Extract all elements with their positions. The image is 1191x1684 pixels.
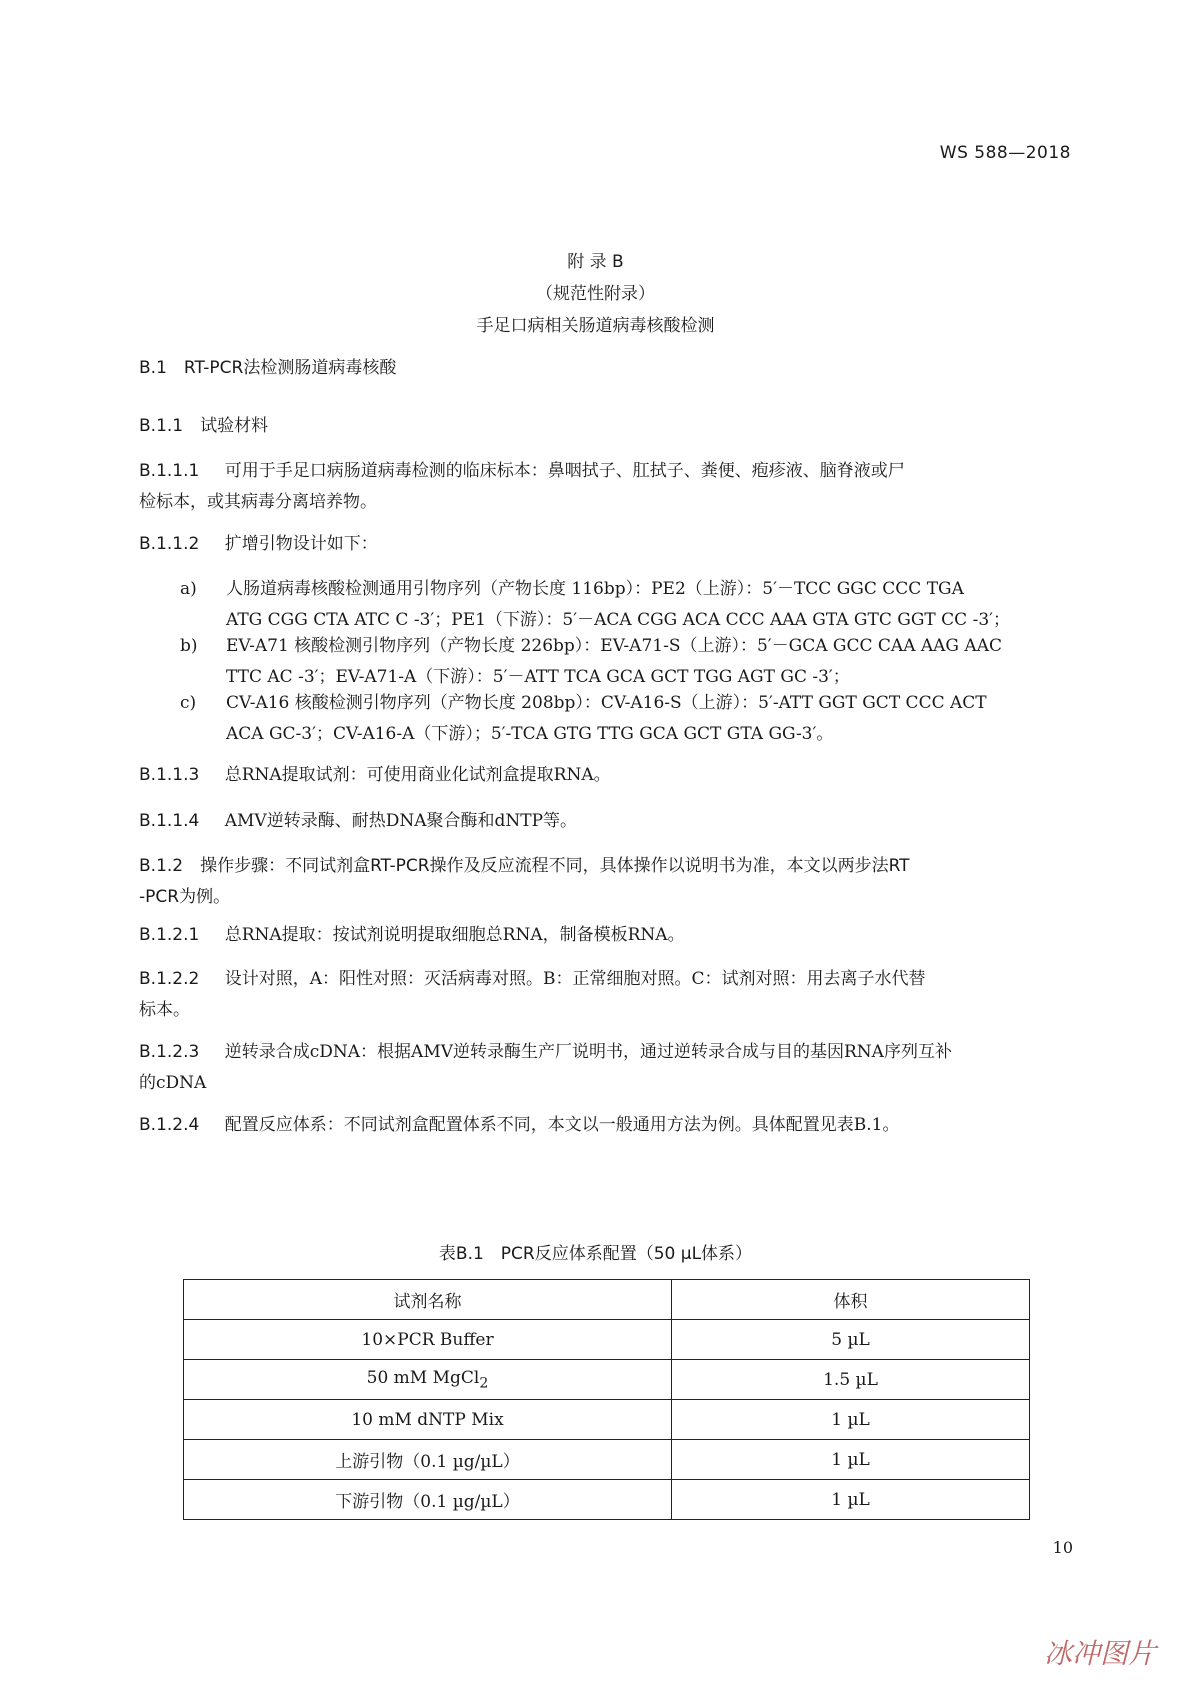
para-number: B.1.2.1 (139, 925, 200, 945)
volume-cell: 1 µL (672, 1480, 1030, 1520)
subscript: 2 (479, 1375, 489, 1392)
para-b122 (139, 964, 1077, 1026)
para-number: B.1.2.2 (139, 969, 200, 989)
header-reagent: 试剂名称 (184, 1280, 672, 1320)
item-label-b: b) (180, 636, 198, 656)
item-line: ACA GC-3′；CV-A16-A（下游）；5′-TCA GTG TTG GCA GCT GTA GG-3′。 (226, 724, 834, 744)
table-row (184, 1360, 1030, 1400)
table-row (184, 1480, 1030, 1520)
table-header-row (184, 1280, 1030, 1320)
para-number: B.1.1.2 (139, 534, 200, 554)
para-text-cont: 检标本，或其病毒分离培养物。 (139, 492, 377, 512)
item-line: ATG CGG CTA ATC C -3′；PE1（下游）：5′－ACA CGG ACA CCC AAA GTA GTC GGT CC -3′； (226, 610, 1011, 630)
para-number: B.1.2.3 (139, 1042, 200, 1062)
appendix-title: 附 录 B (567, 252, 624, 272)
item-c (226, 688, 1077, 750)
para-text: 逆转录合成cDNA：根据AMV逆转录酶生产厂说明书，通过逆转录合成与目的基因RNA序列互补 (224, 1042, 952, 1062)
item-line: EV-A71 核酸检测引物序列（产物长度 226bp）：EV-A71-S（上游）：5′－GCA GCC CAA AAG AAC (226, 636, 1002, 656)
table-row (184, 1400, 1030, 1440)
para-text: 配置反应体系：不同试剂盒配置体系不同，本文以一般通用方法为例。具体配置见表B.1。 (224, 1115, 900, 1135)
item-line: TTC AC -3′；EV-A71-A（下游）：5′－ATT TCA GCA GCT TGG AGT GC -3′； (226, 667, 850, 687)
watermark: 冰冲图片 (1043, 1637, 1156, 1670)
appendix-subtitle: （规范性附录） (536, 284, 655, 304)
table-row (184, 1320, 1030, 1360)
standard-code: WS 588—2018 (939, 143, 1071, 163)
item-line: CV-A16 核酸检测引物序列（产物长度 208bp）：CV-A16-S（上游）：5′-ATT GGT GCT CCC ACT (226, 693, 987, 713)
para-number: B.1.1.1 (139, 461, 200, 481)
para-b124 (139, 1110, 1077, 1141)
appendix-title-block (0, 246, 1191, 342)
para-b114 (139, 806, 1077, 837)
page-number: 10 (1052, 1538, 1073, 1557)
section-b11-heading: B.1.1 试验材料 (139, 416, 269, 436)
volume-cell: 5 µL (672, 1320, 1030, 1360)
para-b113 (139, 760, 1077, 791)
table-row (184, 1440, 1030, 1480)
heading-line: B.1.2 操作步骤：不同试剂盒RT-PCR操作及反应流程不同，具体操作以说明书为准，本文以两步法RT (139, 856, 910, 876)
para-number: B.1.2.4 (139, 1115, 200, 1135)
reagent-name: 50 mM MgCl (366, 1367, 480, 1388)
header-volume: 体积 (672, 1280, 1030, 1320)
reagent-cell: 下游引物（0.1 µg/µL） (184, 1480, 672, 1520)
appendix-heading: 手足口病相关肠道病毒核酸检测 (476, 316, 715, 336)
para-text-cont: 的cDNA (139, 1073, 207, 1093)
para-number: B.1.1.4 (139, 811, 200, 831)
item-label-a: a) (180, 579, 197, 599)
para-text: 设计对照，A：阳性对照：灭活病毒对照。B：正常细胞对照。C：试剂对照：用去离子水代替 (224, 969, 926, 989)
item-label-c: c) (180, 693, 197, 713)
reaction-table (183, 1279, 1030, 1520)
para-text: 总RNA提取试剂：可使用商业化试剂盒提取RNA。 (224, 765, 611, 785)
volume-cell: 1 µL (672, 1440, 1030, 1480)
para-text: AMV逆转录酶、耐热DNA聚合酶和dNTP等。 (224, 811, 578, 831)
para-b111 (139, 456, 1077, 518)
para-b112 (139, 529, 1077, 560)
volume-cell: 1.5 µL (672, 1360, 1030, 1400)
para-text-cont: 标本。 (139, 1000, 190, 1020)
table-caption: 表B.1 PCR反应体系配置（50 µL体系） (438, 1244, 753, 1264)
item-a (226, 574, 1077, 636)
reagent-cell: 10×PCR Buffer (184, 1320, 672, 1360)
para-b123 (139, 1037, 1077, 1099)
para-b121 (139, 920, 1077, 951)
item-line: 人肠道病毒核酸检测通用引物序列（产物长度 116bp）：PE2（上游）：5′－TCC GGC CCC TGA (226, 579, 964, 599)
para-text: 扩增引物设计如下： (224, 534, 378, 554)
para-text: 可用于手足口病肠道病毒检测的临床标本：鼻咽拭子、肛拭子、粪便、疱疹液、脑脊液或尸 (224, 461, 905, 481)
reagent-cell: 上游引物（0.1 µg/µL） (184, 1440, 672, 1480)
volume-cell: 1 µL (672, 1400, 1030, 1440)
section-b12-heading (139, 851, 1077, 913)
reagent-cell (184, 1360, 672, 1400)
reagent-cell: 10 mM dNTP Mix (184, 1400, 672, 1440)
para-number: B.1.1.3 (139, 765, 200, 785)
section-b1-heading: B.1 RT-PCR法检测肠道病毒核酸 (139, 358, 397, 378)
item-b (226, 631, 1077, 693)
heading-line: -PCR为例。 (139, 887, 231, 907)
para-text: 总RNA提取：按试剂说明提取细胞总RNA，制备模板RNA。 (224, 925, 685, 945)
